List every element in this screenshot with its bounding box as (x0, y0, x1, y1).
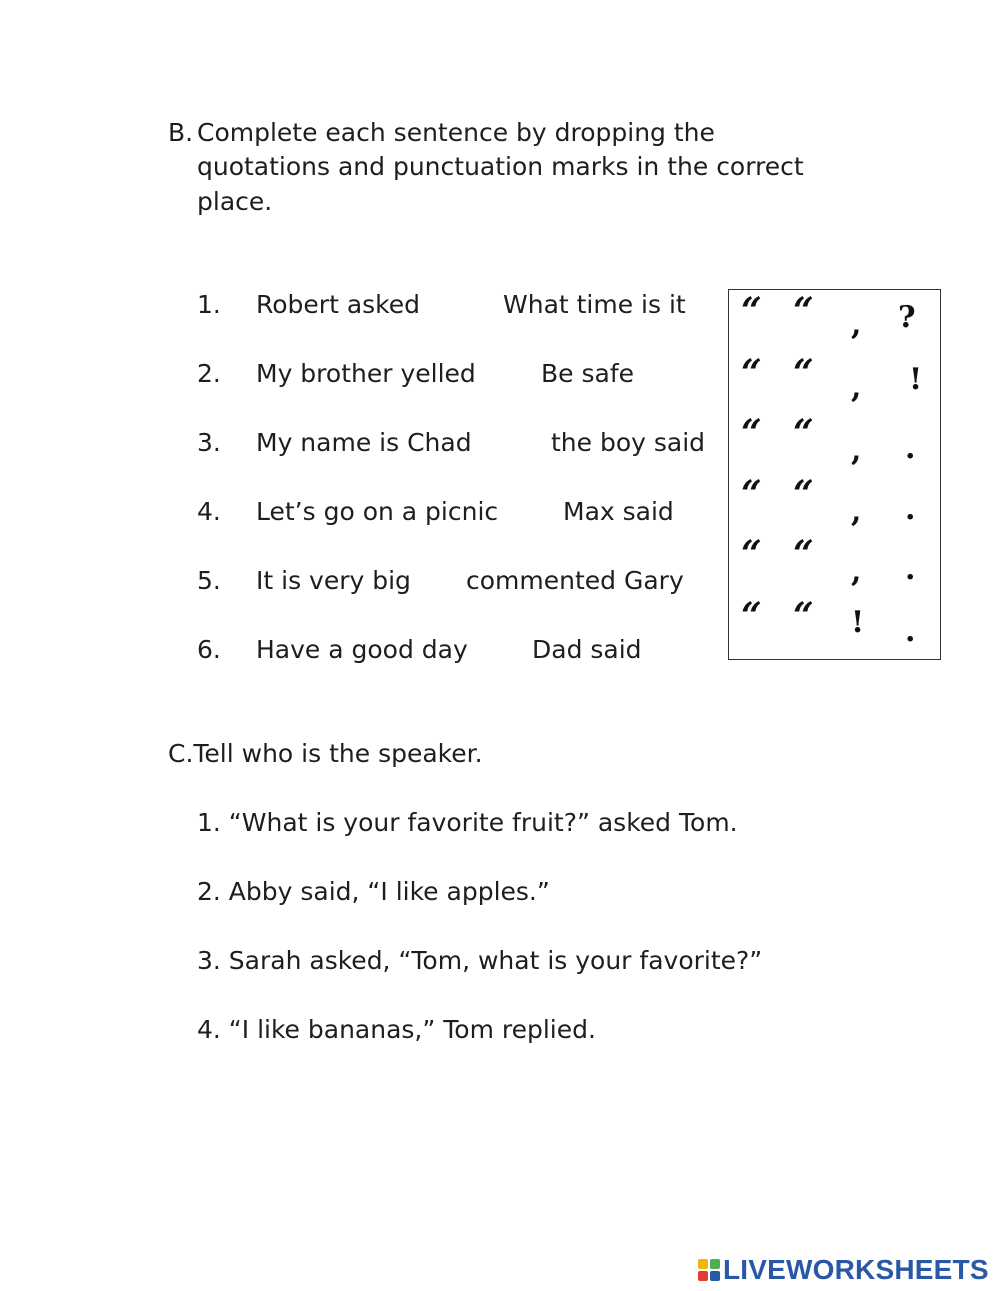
speaker-sentence: 3. Sarah asked, “Tom, what is your favorite?” (197, 946, 763, 975)
draggable-period[interactable]: . (905, 492, 916, 527)
exercise-sentence-end: Be safe (541, 359, 635, 388)
draggable-comma[interactable]: , (851, 554, 862, 589)
exercise-sentence-start: My name is Chad (256, 428, 472, 457)
draggable-exclamation-mark[interactable]: ! (851, 605, 865, 640)
section-b-instruction-line-2: quotations and punctuation marks in the correct (197, 152, 804, 181)
draggable-quote-mark[interactable]: “ (793, 533, 814, 575)
speaker-sentence: 1. “What is your favorite fruit?” asked Tom. (197, 808, 738, 837)
logo-text: LIVEWORKSHEETS (723, 1254, 989, 1285)
draggable-quote-mark[interactable]: “ (741, 412, 762, 454)
exercise-sentence-end: What time is it (503, 290, 686, 319)
draggable-quote-mark[interactable]: “ (741, 473, 762, 515)
draggable-comma[interactable]: , (851, 370, 862, 405)
draggable-period[interactable]: . (905, 431, 916, 466)
exercise-number: 1. (197, 290, 221, 319)
logo-square (710, 1271, 720, 1281)
exercise-sentence-start: Let’s go on a picnic (256, 497, 499, 526)
section-b-instruction-line-3: place. (197, 187, 273, 216)
exercise-number: 5. (197, 566, 221, 595)
exercise-number: 4. (197, 497, 221, 526)
speaker-sentence: 4. “I like bananas,” Tom replied. (197, 1015, 596, 1044)
exercise-sentence-start: It is very big (256, 566, 411, 595)
draggable-comma[interactable]: , (851, 307, 862, 342)
draggable-period[interactable]: . (905, 552, 916, 587)
exercise-sentence-start: Robert asked (256, 290, 421, 319)
logo-square (698, 1259, 708, 1269)
exercise-number: 3. (197, 428, 221, 457)
draggable-quote-mark[interactable]: “ (741, 595, 762, 637)
draggable-exclamation-mark[interactable]: ! (909, 362, 923, 397)
draggable-quote-mark[interactable]: “ (793, 290, 814, 332)
liveworksheets-logo (698, 1255, 989, 1285)
punctuation-bank (728, 289, 941, 660)
draggable-quote-mark[interactable]: “ (793, 352, 814, 394)
section-c-heading: C.Tell who is the speaker. (168, 739, 483, 768)
draggable-comma[interactable]: , (851, 494, 862, 529)
logo-square (710, 1259, 720, 1269)
draggable-quote-mark[interactable]: “ (793, 412, 814, 454)
draggable-quote-mark[interactable]: “ (741, 290, 762, 332)
logo-square (698, 1271, 708, 1281)
section-b-instruction-line-1: Complete each sentence by dropping the (197, 118, 715, 147)
exercise-sentence-start: Have a good day (256, 635, 468, 664)
exercise-sentence-end: commented Gary (466, 566, 684, 595)
liveworksheets-icon (698, 1259, 720, 1281)
speaker-sentence: 2. Abby said, “I like apples.” (197, 877, 550, 906)
exercise-sentence-end: Max said (563, 497, 674, 526)
draggable-question-mark[interactable]: ? (898, 300, 916, 335)
draggable-comma[interactable]: , (851, 433, 862, 468)
exercise-number: 6. (197, 635, 221, 664)
draggable-period[interactable]: . (905, 614, 916, 649)
draggable-quote-mark[interactable]: “ (793, 595, 814, 637)
draggable-quote-mark[interactable]: “ (741, 533, 762, 575)
exercise-sentence-end: the boy said (551, 428, 706, 457)
exercise-sentence-end: Dad said (532, 635, 642, 664)
exercise-number: 2. (197, 359, 221, 388)
exercise-sentence-start: My brother yelled (256, 359, 476, 388)
section-b-label: B. (168, 118, 194, 147)
draggable-quote-mark[interactable]: “ (741, 352, 762, 394)
draggable-quote-mark[interactable]: “ (793, 473, 814, 515)
